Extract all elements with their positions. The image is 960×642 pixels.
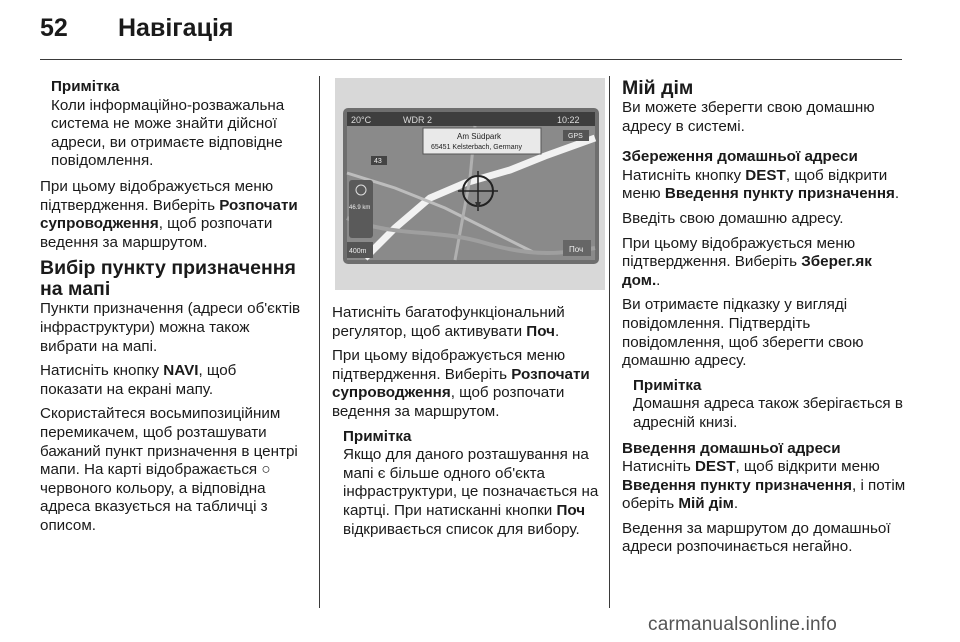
menu-option: Зберег.як дом. bbox=[622, 253, 872, 289]
address-line-1: Am Südpark bbox=[457, 132, 502, 141]
paragraph: При цьому відображується меню підтвердження. Виберіть Розпочати супроводження, щоб розпочати ведення за маршрутом. bbox=[40, 177, 298, 251]
paragraph: Натисніть кнопку NAVI, щоб показати на екрані мапу. bbox=[40, 362, 237, 398]
note-text: Домашня адреса також зберігається в адресній книзі. bbox=[633, 395, 903, 431]
column-3 bbox=[622, 78, 906, 563]
menu-option: Розпочати супроводження bbox=[332, 365, 590, 402]
gps-label: GPS bbox=[568, 133, 583, 140]
note-title: Примітка bbox=[343, 427, 412, 445]
menu-option: Розпочати супроводження bbox=[40, 196, 298, 233]
subheading: Введення домашньої адреси bbox=[622, 439, 841, 457]
temperature-readout: 20°C bbox=[351, 115, 372, 125]
paragraph: Ви отримаєте підказку у вигляді повідомлення. Підтвердіть повідомлення, щоб зберегти свою домашню адресу. bbox=[622, 296, 864, 370]
paragraph: Ви можете зберегти свою домашню адресу в системі. bbox=[622, 99, 875, 135]
section-heading: Вибір пункту призначення на мапі bbox=[40, 257, 296, 301]
button-name: DEST bbox=[694, 458, 736, 476]
paragraph: Натисніть кнопку DEST, щоб відкрити меню Введення пункту призначення. bbox=[622, 166, 900, 203]
watermark: carmanualsonline.info bbox=[648, 614, 838, 635]
menu-option: Мій дім bbox=[678, 495, 734, 513]
paragraph: Скористайтеся восьмипозиційним перемикачем, щоб розташувати бажаний пункт призначення в центрі мапи. На карті відображається ○ червоного кольору, а відповідна адреса вказується на табличці з описом. bbox=[40, 405, 298, 534]
road-number: 43 bbox=[374, 158, 382, 165]
subheading: Збереження домашньої адреси bbox=[622, 148, 858, 166]
column-divider-2 bbox=[609, 76, 610, 608]
menu-option: Введення пункту призначення bbox=[664, 185, 895, 203]
header-divider bbox=[40, 59, 902, 60]
map-scale: 400m bbox=[349, 248, 367, 255]
navigation-screen-image bbox=[335, 78, 605, 290]
menu-option: Поч bbox=[556, 501, 586, 519]
button-name: DEST bbox=[745, 166, 786, 184]
column-1 bbox=[40, 78, 302, 541]
paragraph: Пункти призначення (адреси об'єктів інфраструктури) можна також вибрати на мапі. bbox=[40, 300, 301, 355]
paragraph: Натисніть DEST, щоб відкрити меню Введення пункту призначення, і потім оберіть Мій дім. bbox=[622, 458, 906, 513]
note-box: Примітка Якщо для даного розташування на мапі є більше одного об'єкта інфраструктури, це позначається на картці. При натисканні кнопки Поч відкривається список для вибору. bbox=[332, 428, 608, 540]
column-divider-1 bbox=[319, 76, 320, 608]
paragraph: Введіть свою домашню адресу. bbox=[622, 209, 844, 227]
paragraph: Ведення за маршрутом до домашньої адреси розпочинається негайно. bbox=[622, 519, 891, 556]
note-text: Коли інформаційно-розважальна система не може знайти дійсної адреси, ви отримаєте відповідне повідомлення. bbox=[51, 96, 285, 170]
note-title: Примітка bbox=[51, 78, 120, 95]
menu-option: Введення пункту призначення bbox=[622, 476, 852, 494]
menu-option: Поч bbox=[526, 322, 555, 340]
button-name: NAVI bbox=[163, 362, 199, 380]
start-softkey: Поч bbox=[569, 245, 584, 254]
note-title: Примітка bbox=[633, 376, 702, 394]
column-2 bbox=[332, 78, 608, 546]
page-number: 52 bbox=[40, 14, 68, 42]
note-box bbox=[622, 377, 906, 433]
page-title: Навігація bbox=[118, 14, 234, 42]
clock: 10:22 bbox=[557, 115, 580, 125]
page-header bbox=[0, 0, 960, 62]
address-line-2: 65451 Kelsterbach, Germany bbox=[431, 144, 523, 151]
radio-station: WDR 2 bbox=[403, 115, 432, 125]
paragraph: При цьому відображується меню підтвердження. Виберіть Зберег.як дом.. bbox=[622, 234, 872, 289]
section-heading: Мій дім bbox=[622, 77, 694, 99]
paragraph: Натисніть багатофункціональний регулятор, щоб активувати Поч. bbox=[332, 304, 565, 340]
paragraph: При цьому відображується меню підтвердження. Виберіть Розпочати супроводження, щоб розпочати ведення за маршрутом. bbox=[332, 347, 590, 420]
note-box bbox=[40, 78, 302, 171]
speed-readout: 46.9 km bbox=[349, 205, 371, 211]
